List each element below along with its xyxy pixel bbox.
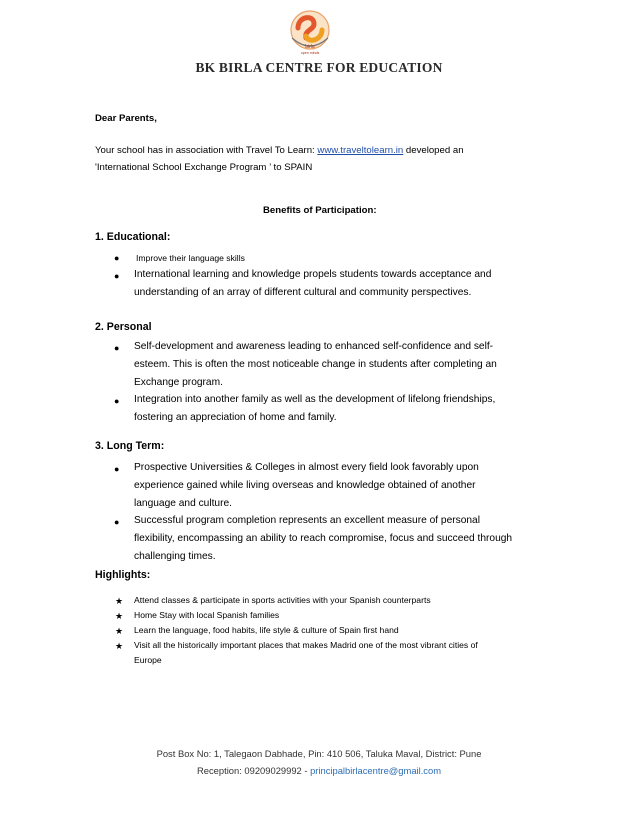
list-item: Improve their language skills	[136, 253, 245, 263]
intro-line-1	[95, 143, 464, 158]
star-icon: ★	[115, 596, 124, 606]
logo-subtext: open minds	[300, 51, 320, 55]
salutation: Dear Parents,	[95, 113, 157, 124]
highlight-item: Visit all the historically important places that makes Madrid one of the most vibrant cities of	[134, 640, 478, 650]
footer-reception: Reception: 09209029992 -	[196, 765, 311, 776]
section-title-long-term: 3. Long Term:	[95, 440, 165, 452]
benefits-title: Benefits of Participation:	[263, 205, 377, 216]
bullet-icon: ●	[114, 396, 120, 406]
school-logo	[284, 8, 336, 58]
footer-contact	[0, 765, 638, 776]
bullet-icon: ●	[114, 343, 120, 353]
bullet-icon: ●	[114, 517, 120, 527]
list-item: Self-development and awareness leading to enhanced self-confidence and self- esteem. This is often the most noticeable change in students after completing an Exchange program.	[134, 341, 497, 388]
intro-prefix: Your school has in association with Travel To Learn:	[95, 145, 318, 156]
section-title-personal: 2. Personal	[95, 321, 152, 333]
list-item: Successful program completion represents an excellent measure of personal flexibility, encompassing an ability to reach compromise, focus and succeed through challenging times.	[134, 515, 513, 562]
highlight-item: Home Stay with local Spanish families	[134, 610, 280, 620]
star-icon: ★	[115, 611, 124, 621]
list-item: Integration into another family as well as the development of lifelong friendships, fostering an appreciation of home and family.	[134, 394, 496, 423]
logo-text: birla	[305, 44, 315, 50]
list-item: International learning and knowledge propels students towards acceptance and understanding of an array of different cultural and community perspectives.	[134, 269, 492, 298]
footer-email[interactable]: principalbirlacentre@gmail.com	[310, 765, 442, 776]
intro-line-2: 'International School Exchange Program ’ to SPAIN	[95, 162, 313, 173]
section-title-educational: 1. Educational:	[95, 231, 171, 243]
footer-address: Post Box No: 1, Talegaon Dabhade, Pin: 410 506, Taluka Maval, District: Pune	[156, 748, 482, 759]
intro-suffix: developed an	[403, 145, 464, 156]
highlight-item: Learn the language, food habits, life style & culture of Spain first hand	[134, 625, 399, 635]
travel-to-learn-link[interactable]: www.traveltolearn.in	[317, 145, 404, 156]
org-name: BK BIRLA CENTRE FOR EDUCATION	[195, 60, 443, 75]
star-icon: ★	[115, 641, 124, 651]
list-item: Prospective Universities & Colleges in almost every field look favorably upon experience gained while living overseas and knowledge obtained of another language and culture.	[134, 462, 479, 509]
star-icon: ★	[115, 626, 124, 636]
highlights-title: Highlights:	[95, 569, 151, 581]
highlight-item-continued: Europe	[134, 655, 162, 665]
bullet-icon: ●	[114, 464, 120, 474]
highlight-item: Attend classes & participate in sports activities with your Spanish counterparts	[134, 595, 431, 605]
logo-emblem-icon	[284, 8, 336, 58]
bullet-icon: ●	[114, 271, 120, 281]
bullet-icon: ●	[114, 253, 120, 263]
